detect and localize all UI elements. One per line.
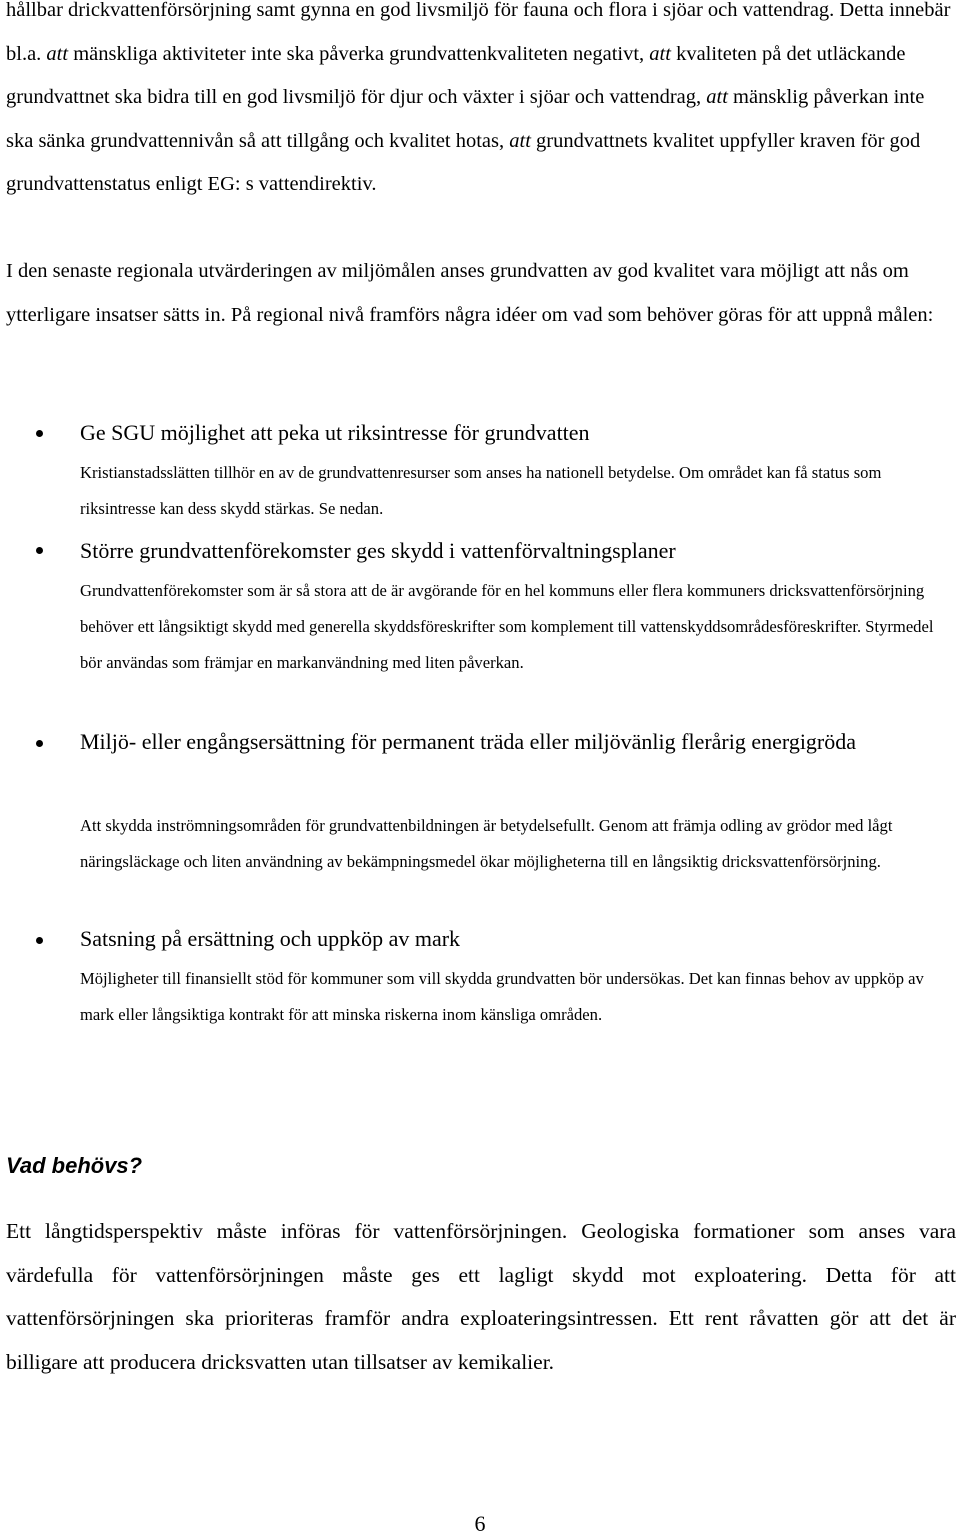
intro-att-3: att — [706, 86, 728, 108]
intro-paragraph — [6, 0, 954, 207]
bullet-heading: Större grundvattenförekomster ges skydd i vattenförvaltningsplaner — [80, 538, 676, 563]
bullet-icon — [36, 740, 43, 747]
bullet-icon — [36, 547, 43, 554]
intro-text-1: hållbar drickvattenförsörjning samt gynna en god livsmiljö för fauna och flora i sjöar och vattendrag. Detta innebär bl.a. — [6, 0, 951, 65]
intro-text-2: mänskliga aktiviteter inte ska påverka grundvattenkvaliteten negativt, — [68, 42, 650, 65]
intro-text-3: kvaliteten på det utläckande grundvattnet ska bidra till en god livsmiljö för djur och växter i sjöar och vattendrag, — [6, 42, 906, 108]
bullet-heading: Miljö- eller engångsersättning för permanent träda eller miljövänlig flerårig energigröda — [80, 729, 857, 754]
bullet-heading: Ge SGU möjlighet att peka ut riksintresse för grundvatten — [80, 420, 590, 445]
intro-att-4: att — [509, 129, 531, 152]
page-number: 6 — [474, 1511, 486, 1536]
assessment-paragraph: I den senaste regionala utvärderingen av miljömålen anses grundvatten av god kvalitet vara möjligt att nås om ytterligare insatser sätts in. På regional nivå framförs några idéer om vad som behöver göras för att uppnå målen: — [6, 260, 934, 326]
bullet-icon — [36, 430, 43, 437]
intro-att-1: att — [46, 42, 69, 65]
intro-text-5: grundvattnets kvalitet uppfyller kraven för god grundvattenstatus enligt EG: s vattendirektiv. — [6, 129, 921, 195]
intro-text-4: mänsklig påverkan inte ska sänka grundvattennivån så att tillgång och kvalitet hotas, — [6, 86, 925, 152]
bullet-body: Grundvattenförekomster som är så stora att de är avgörande för en hel kommuns eller flera kommuners dricksvattenförsörjning behöver ett långsiktigt skydd med generella skyddsföreskrifter som komplement till vattenskyddsområdesföreskrifter. Styrmedel bör användas som främjar en markanvändning med liten påverkan. — [80, 581, 934, 672]
bullet-body: Kristianstadsslätten tillhör en av de grundvattenresurser som anses ha nationell betydelse. Om området kan få status som riksintresse kan dess skydd stärkas. Se nedan. — [80, 463, 882, 518]
closing-paragraph: Ett långtidsperspektiv måste införas för vattenförsörjningen. Geologiska formationer som anses vara värdefulla för vattenförsörjningen måste ges ett lagligt skydd mot exploatering. Detta för att vattenförsörjningen ska prioriteras framför andra exploateringsintressen. Ett rent råvatten gör att det är billigare att producera dricksvatten utan tillsatser av kemikalier. — [6, 1219, 956, 1374]
bullet-body: Att skydda inströmningsområden för grundvattenbildningen är betydelsefullt. Genom att främja odling av grödor med lågt näringsläckage och liten användning av bekämpningsmedel ökar möjligheterna till en långsiktig dricksvattenförsörjning. — [80, 816, 893, 871]
bullet-body: Möjligheter till finansiellt stöd för kommuner som vill skydda grundvatten bör undersökas. Det kan finnas behov av uppköp av mark eller långsiktiga kontrakt för att minska riskerna inom känsliga områden. — [80, 969, 924, 1024]
intro-att-2: att — [649, 42, 671, 65]
section-heading: Vad behövs? — [6, 1153, 143, 1178]
bullet-heading: Satsning på ersättning och uppköp av mark — [80, 926, 461, 951]
bullet-icon — [36, 937, 43, 944]
